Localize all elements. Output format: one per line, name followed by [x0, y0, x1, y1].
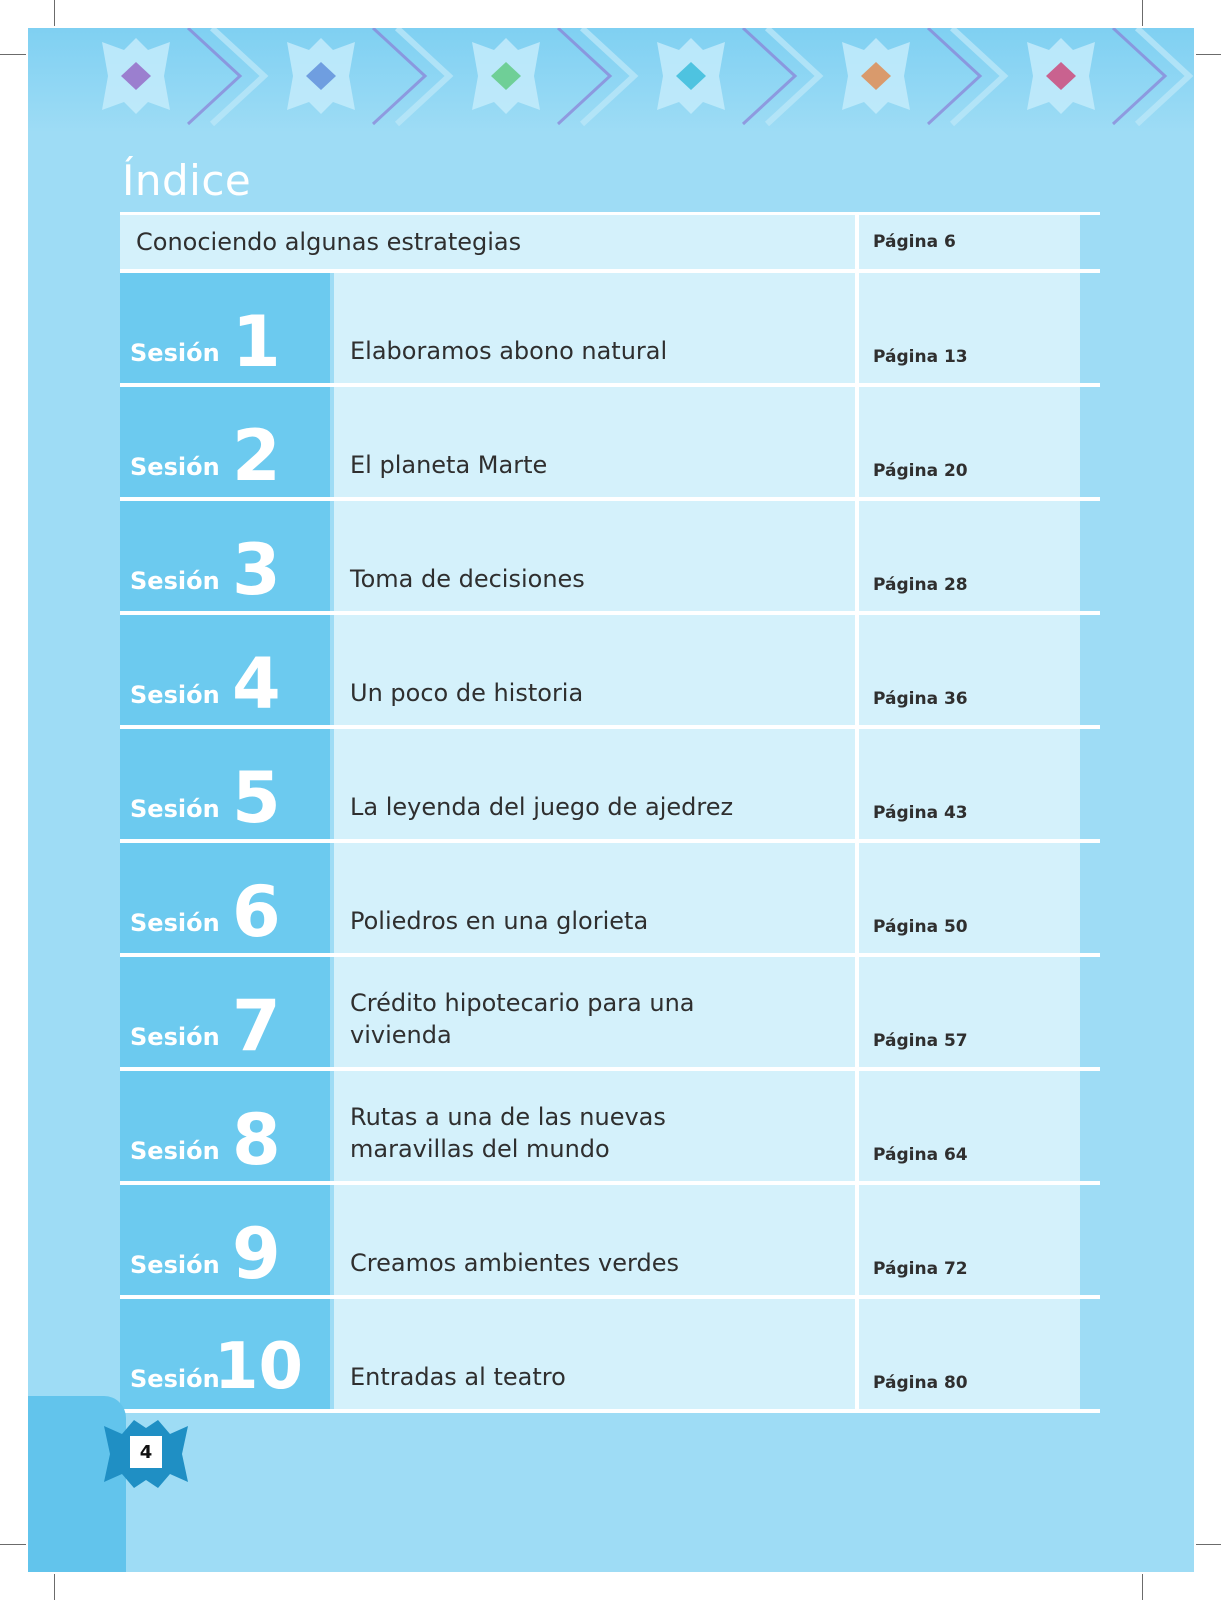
session-number: 3 — [232, 529, 281, 611]
crop-mark — [54, 0, 55, 26]
session-label: Sesión — [130, 567, 220, 595]
session-badge — [120, 843, 330, 953]
session-label: Sesión — [130, 1251, 220, 1279]
page-number-text: 4 — [139, 1441, 153, 1463]
session-page: Página 80 — [859, 1299, 1080, 1409]
session-label: Sesión — [130, 339, 220, 367]
session-title — [334, 273, 855, 383]
session-row[interactable] — [120, 387, 1100, 501]
session-number: 5 — [232, 757, 281, 839]
intro-row[interactable] — [120, 212, 1100, 273]
session-title-text: Entradas al teatro — [350, 1363, 566, 1391]
session-label: Sesión — [130, 1137, 220, 1165]
index-table — [120, 212, 1100, 1413]
session-row[interactable] — [120, 273, 1100, 387]
session-title-text: Un poco de historia — [350, 679, 584, 707]
session-number: 1 — [232, 301, 281, 383]
banner-chevron — [188, 28, 240, 124]
session-page: Página 50 — [859, 843, 1080, 953]
session-label: Sesión — [130, 1365, 220, 1393]
session-badge — [120, 273, 330, 383]
session-title-text: Rutas a una de las nuevas maravillas del mundo — [350, 1103, 666, 1163]
session-title — [334, 1071, 855, 1181]
session-list — [120, 273, 1100, 1413]
session-badge — [120, 1299, 330, 1409]
session-page: Página 43 — [859, 729, 1080, 839]
session-page: Página 36 — [859, 615, 1080, 725]
crop-mark — [1142, 1574, 1143, 1600]
index-page — [28, 28, 1194, 1572]
crop-mark — [54, 1574, 55, 1600]
session-title-text: Creamos ambientes verdes — [350, 1249, 679, 1277]
banner-chevron — [558, 28, 610, 124]
session-label: Sesión — [130, 909, 220, 937]
session-title-text: La leyenda del juego de ajedrez — [350, 793, 734, 821]
session-number: 9 — [232, 1213, 281, 1295]
session-title — [334, 843, 855, 953]
session-label: Sesión — [130, 681, 220, 709]
session-title-text: Elaboramos abono natural — [350, 337, 668, 365]
session-row[interactable] — [120, 1071, 1100, 1185]
crop-mark — [1196, 1544, 1221, 1545]
session-badge — [120, 729, 330, 839]
crop-mark — [0, 54, 26, 55]
decorative-banner — [28, 28, 1194, 133]
session-badge — [120, 957, 330, 1067]
session-number: 6 — [232, 871, 281, 953]
session-title-text: Crédito hipotecario para una vivienda — [350, 989, 695, 1049]
session-badge — [120, 1185, 330, 1295]
session-title — [334, 957, 855, 1067]
session-page: Página 57 — [859, 957, 1080, 1067]
session-title-text: Poliedros en una glorieta — [350, 907, 649, 935]
session-row[interactable] — [120, 957, 1100, 1071]
session-badge — [120, 387, 330, 497]
session-page: Página 13 — [859, 273, 1080, 383]
page-title: Índice — [122, 156, 252, 205]
crop-mark — [1196, 54, 1221, 55]
session-title-text: Toma de decisiones — [350, 565, 585, 593]
crop-mark — [0, 1544, 26, 1545]
session-title — [334, 1299, 855, 1409]
session-row[interactable] — [120, 501, 1100, 615]
session-title — [334, 1185, 855, 1295]
banner-chevron — [743, 28, 795, 124]
session-badge — [120, 1071, 330, 1181]
session-label: Sesión — [130, 795, 220, 823]
session-title-text: El planeta Marte — [350, 451, 548, 479]
session-number: 4 — [232, 643, 281, 725]
intro-page: Página 6 — [859, 215, 1080, 269]
session-label: Sesión — [130, 1023, 220, 1051]
session-label: Sesión — [130, 453, 220, 481]
session-number: 7 — [232, 985, 281, 1067]
session-page: Página 20 — [859, 387, 1080, 497]
session-row[interactable] — [120, 615, 1100, 729]
session-title — [334, 501, 855, 611]
session-number: 10 — [214, 1330, 304, 1404]
banner-chevron — [1113, 28, 1165, 124]
session-page: Página 72 — [859, 1185, 1080, 1295]
session-row[interactable] — [120, 729, 1100, 843]
session-number: 8 — [232, 1099, 281, 1181]
intro-title: Conociendo algunas estrategias — [120, 215, 855, 269]
session-number: 2 — [232, 415, 281, 497]
session-row[interactable] — [120, 1299, 1100, 1413]
banner-chevron — [373, 28, 425, 124]
session-row[interactable] — [120, 843, 1100, 957]
session-title — [334, 387, 855, 497]
session-page: Página 64 — [859, 1071, 1080, 1181]
session-badge — [120, 615, 330, 725]
session-badge — [120, 501, 330, 611]
session-title — [334, 729, 855, 839]
page-number — [130, 1436, 162, 1468]
session-row[interactable] — [120, 1185, 1100, 1299]
session-title — [334, 615, 855, 725]
banner-chevron — [928, 28, 980, 124]
banner-pattern — [28, 28, 1194, 133]
crop-mark — [1142, 0, 1143, 26]
session-page: Página 28 — [859, 501, 1080, 611]
